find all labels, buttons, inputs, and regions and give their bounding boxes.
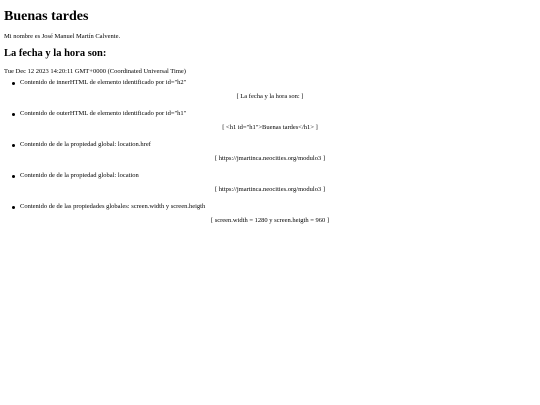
bullet-icon	[12, 206, 15, 209]
list-item	[4, 110, 536, 132]
item-result: [ La fecha y la hora son: ]	[236, 93, 304, 100]
item-result: [ <h1 id="h1">Buenas tardes</h1> ]	[222, 124, 318, 131]
item-label: Contenido de outerHTML de elemento identificado por id="h1"	[20, 110, 187, 117]
list-item	[4, 141, 536, 163]
list-item	[4, 203, 536, 225]
results-list	[4, 79, 536, 225]
item-label: Contenido de innerHTML de elemento identificado por id="h2"	[20, 79, 187, 86]
item-label: Contenido de de las propiedades globales: screen.width y screen.heigth	[20, 203, 206, 210]
bullet-icon	[12, 144, 15, 147]
bullet-icon	[12, 113, 15, 116]
list-item	[4, 79, 536, 101]
item-label: Contenido de de la propiedad global: location	[20, 172, 139, 179]
page-subtitle: La fecha y la hora son:	[4, 48, 107, 59]
intro-text: Mi nombre es José Manuel Martín Calvente.	[4, 33, 121, 40]
item-result: [ https://jmartinca.neocities.org/modulo3 ]	[215, 155, 325, 162]
datetime-text: Tue Dec 12 2023 14:20:11 GMT+0000 (Coordinated Universal Time)	[4, 68, 186, 75]
item-result: [ screen.width = 1280 y screen.heigth = 960 ]	[210, 217, 330, 224]
bullet-icon	[12, 82, 15, 85]
bullet-icon	[12, 175, 15, 178]
list-item	[4, 172, 536, 194]
page-title: Buenas tardes	[4, 9, 89, 24]
item-label: Contenido de de la propiedad global: location.href	[20, 141, 151, 148]
item-result: [ https://jmartinca.neocities.org/modulo3 ]	[215, 186, 325, 193]
